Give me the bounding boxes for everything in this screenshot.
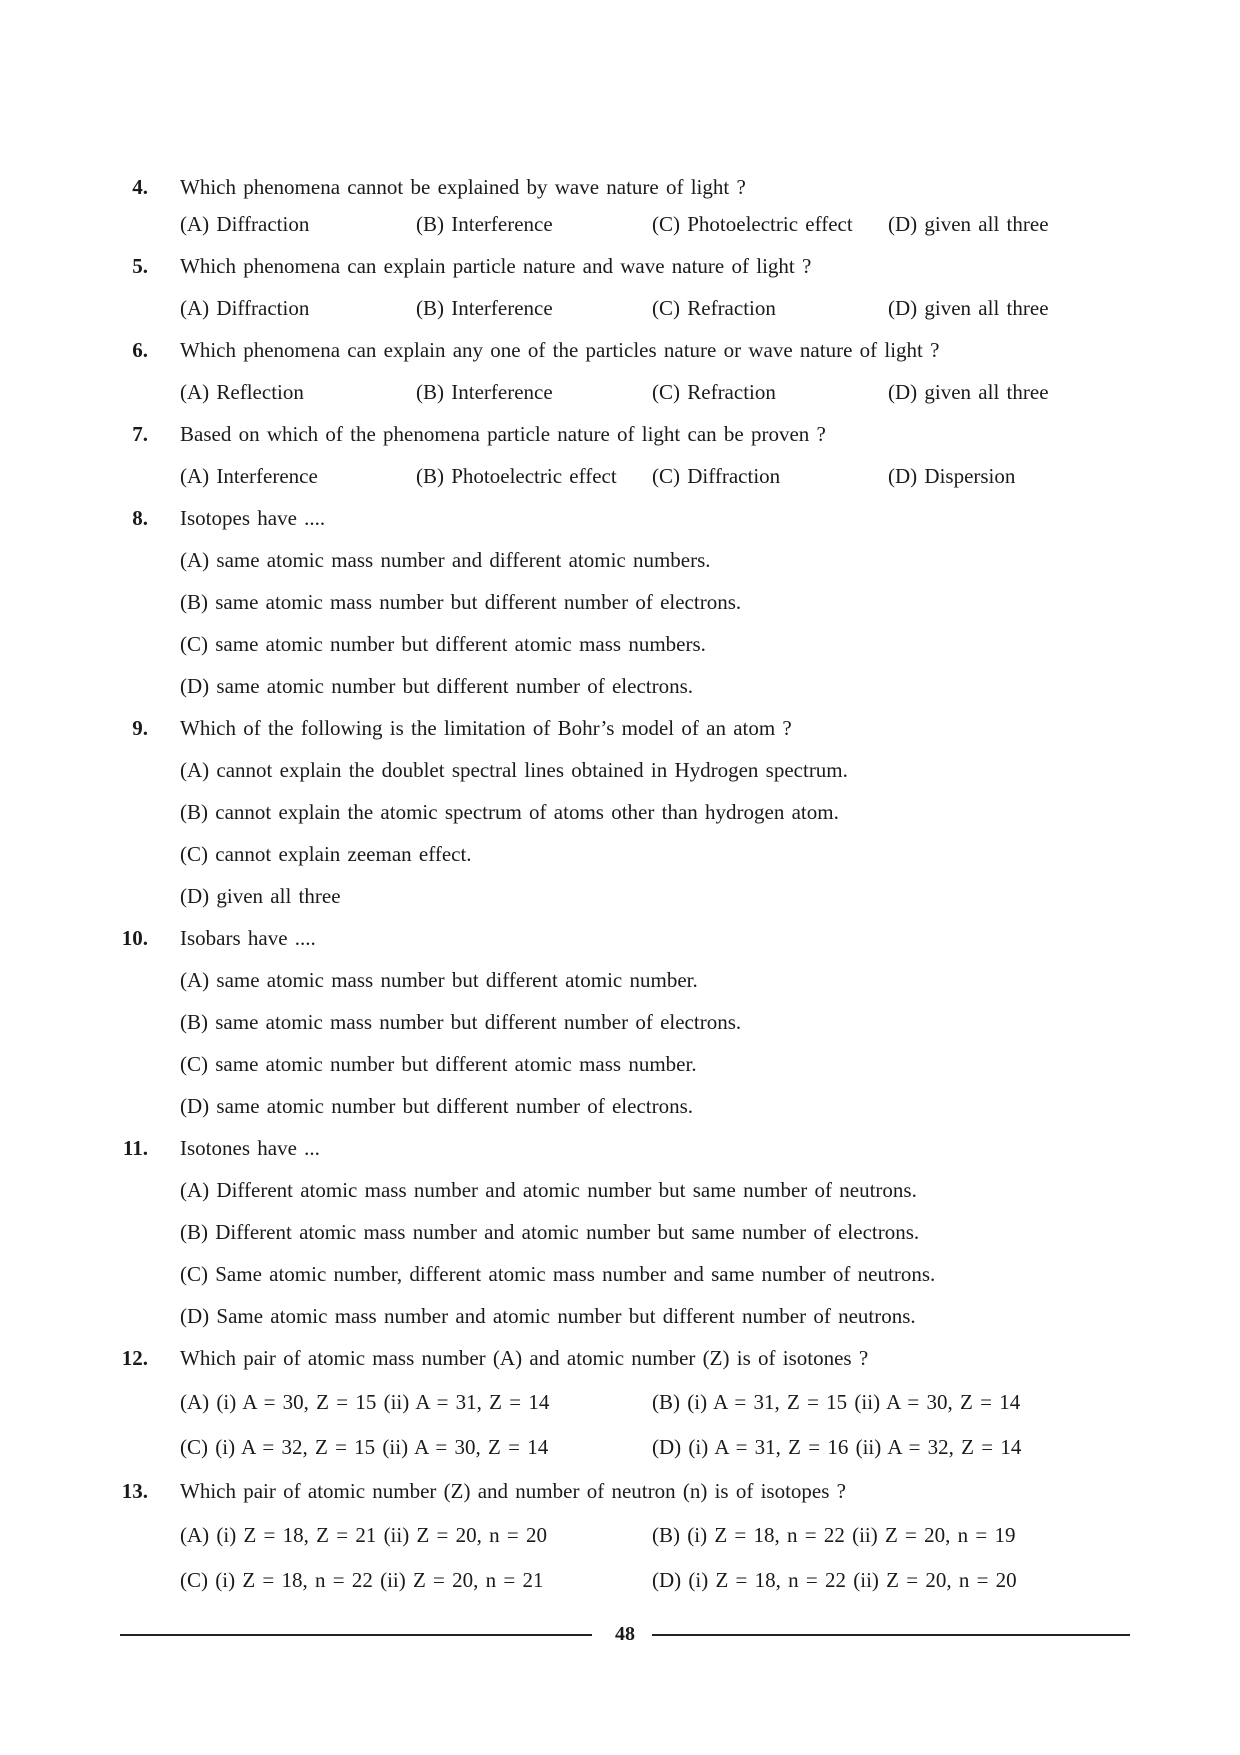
option-b: (B) Photoelectric effect	[416, 464, 617, 488]
option-d: (D) (i) A = 31, Z = 16 (ii) A = 32, Z = 14	[652, 1435, 1022, 1459]
option-d: (D) same atomic number but different number of electrons.	[180, 1094, 694, 1118]
option-a: (A) same atomic mass number and different atomic numbers.	[180, 548, 711, 572]
question-text: Which of the following is the limitation of Bohr’s model of an atom ?	[180, 716, 792, 740]
question-number: 11.	[122, 1136, 148, 1160]
option-d: (D) same atomic number but different number of electrons.	[180, 674, 694, 698]
option-d: (D) (i) Z = 18, n = 22 (ii) Z = 20, n = 20	[652, 1568, 1017, 1592]
option-c: (C) (i) Z = 18, n = 22 (ii) Z = 20, n = 21	[180, 1568, 544, 1592]
option-d: (D) given all three	[888, 380, 1049, 404]
question-text: Isobars have ....	[180, 926, 316, 950]
question-number: 12.	[121, 1346, 148, 1370]
question-number: 4.	[132, 175, 148, 199]
option-c: (C) Refraction	[652, 296, 776, 320]
question-text: Isotopes have ....	[180, 506, 326, 530]
option-a: (A) Diffraction	[180, 212, 310, 236]
question-number: 6.	[132, 338, 148, 362]
option-b: (B) same atomic mass number but different number of electrons.	[180, 1010, 742, 1034]
option-b: (B) Interference	[416, 296, 553, 320]
question-text: Which pair of atomic mass number (A) and atomic number (Z) is of isotones ?	[180, 1346, 869, 1370]
option-b: (B) (i) A = 31, Z = 15 (ii) A = 30, Z = 14	[652, 1390, 1021, 1414]
page-number: 48	[615, 1623, 635, 1645]
option-c: (C) cannot explain zeeman effect.	[180, 842, 472, 866]
question-number: 10.	[121, 926, 148, 950]
option-c: (C) same atomic number but different atomic mass numbers.	[180, 632, 706, 656]
option-d: (D) given all three	[888, 296, 1049, 320]
question-text: Based on which of the phenomena particle nature of light can be proven ?	[180, 422, 826, 446]
option-a: (A) Diffraction	[180, 296, 310, 320]
option-a: (A) cannot explain the doublet spectral lines obtained in Hydrogen spectrum.	[180, 758, 848, 782]
question-number: 7.	[132, 422, 148, 446]
option-c: (C) Same atomic number, different atomic mass number and same number of neutrons.	[180, 1262, 936, 1286]
option-c: (C) same atomic number but different atomic mass number.	[180, 1052, 697, 1076]
option-d: (D) Dispersion	[888, 464, 1016, 488]
question-text: Which phenomena cannot be explained by wave nature of light ?	[180, 175, 746, 199]
option-d: (D) given all three	[888, 212, 1049, 236]
question-number: 8.	[132, 506, 148, 530]
option-d: (D) Same atomic mass number and atomic number but different number of neutrons.	[180, 1304, 916, 1328]
question-text: Isotones have ...	[180, 1136, 320, 1160]
option-b: (B) (i) Z = 18, n = 22 (ii) Z = 20, n = 19	[652, 1523, 1016, 1547]
question-text: Which phenomena can explain particle nature and wave nature of light ?	[180, 254, 812, 278]
option-a: (A) Reflection	[180, 380, 304, 404]
option-b: (B) Interference	[416, 380, 553, 404]
option-b: (B) same atomic mass number but different number of electrons.	[180, 590, 742, 614]
option-d: (D) given all three	[180, 884, 341, 908]
option-c: (C) (i) A = 32, Z = 15 (ii) A = 30, Z = 14	[180, 1435, 549, 1459]
option-b: (B) Interference	[416, 212, 553, 236]
question-text: Which phenomena can explain any one of the particles nature or wave nature of light ?	[180, 338, 940, 362]
question-number: 5.	[132, 254, 148, 278]
option-b: (B) cannot explain the atomic spectrum of atoms other than hydrogen atom.	[180, 800, 839, 824]
option-b: (B) Different atomic mass number and atomic number but same number of electrons.	[180, 1220, 920, 1244]
question-text: Which pair of atomic number (Z) and number of neutron (n) is of isotopes ?	[180, 1479, 846, 1503]
option-c: (C) Photoelectric effect	[652, 212, 853, 236]
option-a: (A) (i) Z = 18, Z = 21 (ii) Z = 20, n = 20	[180, 1523, 547, 1547]
question-number: 13.	[121, 1479, 148, 1503]
option-a: (A) (i) A = 30, Z = 15 (ii) A = 31, Z = 14	[180, 1390, 550, 1414]
footer-rule-left	[120, 1634, 592, 1636]
option-a: (A) same atomic mass number but different atomic number.	[180, 968, 698, 992]
option-a: (A) Interference	[180, 464, 318, 488]
footer-rule-right	[652, 1634, 1130, 1636]
option-a: (A) Different atomic mass number and atomic number but same number of neutrons.	[180, 1178, 917, 1202]
question-number: 9.	[132, 716, 148, 740]
option-c: (C) Diffraction	[652, 464, 781, 488]
option-c: (C) Refraction	[652, 380, 776, 404]
